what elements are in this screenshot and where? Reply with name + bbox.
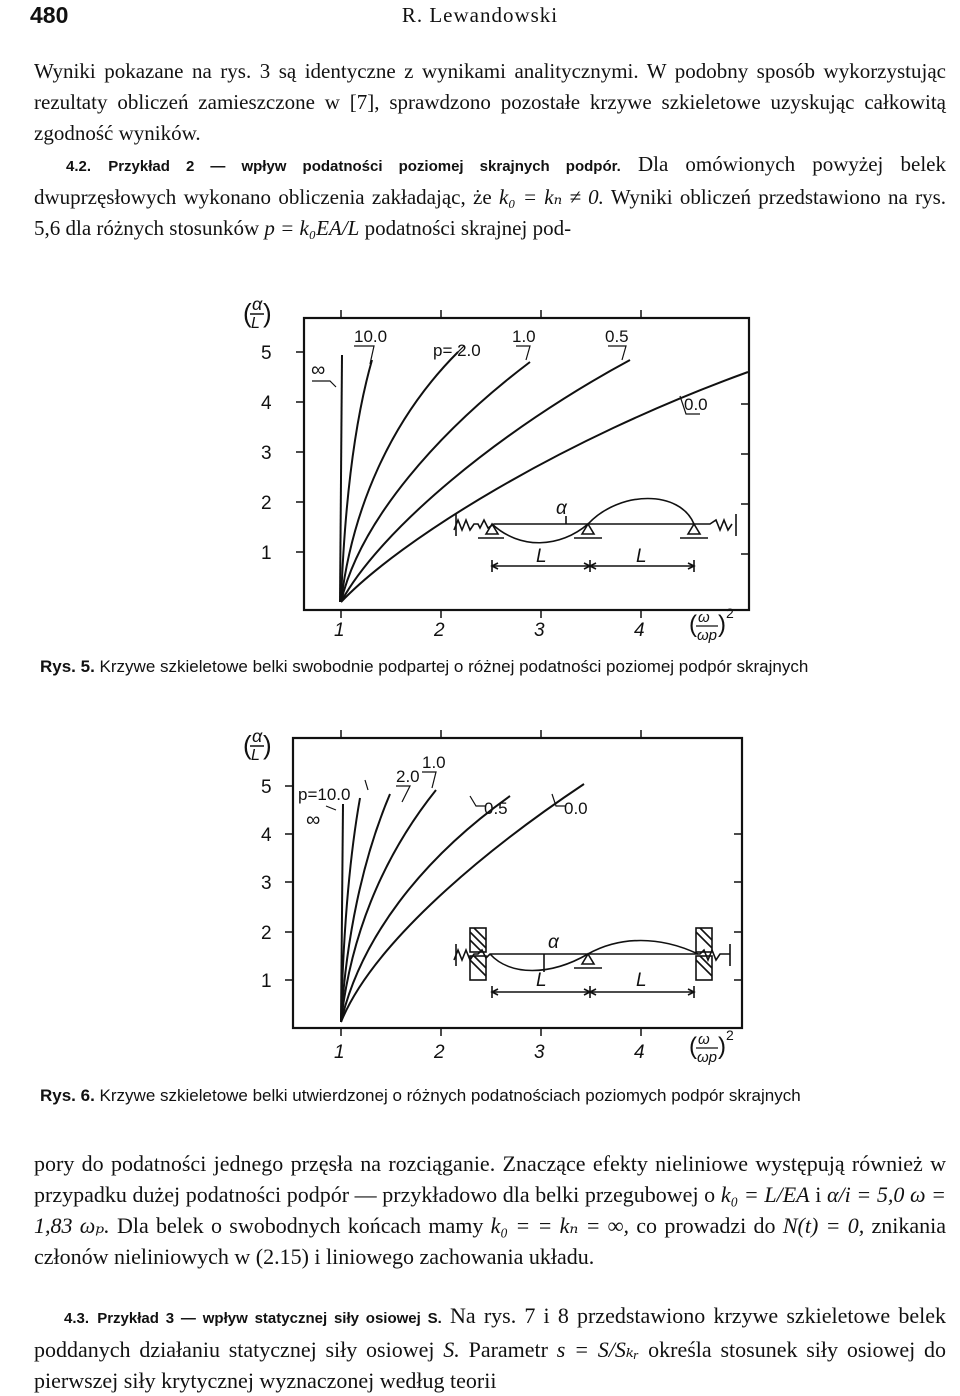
svg-text:): ) xyxy=(718,1033,726,1060)
section-4-2-paragraph xyxy=(34,149,946,244)
svg-text:(: ( xyxy=(243,298,252,328)
section-title: Przykład 2 — wpływ podatności poziomej skrajnych podpór. xyxy=(108,158,621,175)
curve-label: ∞ xyxy=(306,809,321,831)
p2-text-a: Na rys. 7 i 8 przedstawiono krzywe szkieletowe belek poddanych działaniu statycznej siły osiowej xyxy=(34,1303,946,1362)
curve-10 xyxy=(341,360,372,602)
beam-L1-label: L xyxy=(536,546,547,567)
beam-alpha-label: α xyxy=(548,932,559,953)
svg-text:): ) xyxy=(263,298,272,328)
y-label-den: L xyxy=(251,315,260,332)
p2-text-b: Parametr xyxy=(468,1337,548,1362)
top-paragraph: Wyniki pokazane na rys. 3 są identyczne z wynikami analitycznymi. W podobny sposób wykorzystując rezultaty obliczeń zamieszczone w [7], sprawdzono pozostałe krzywe szkieletowe uzyskując całkowitą zgodność wyników. xyxy=(34,59,946,145)
equation-p: p = k₀EA/L xyxy=(264,216,360,240)
p1-text-a: pory do podatności jednego przęsła na rozciąganie. Znaczące efekty nieliniowe występują również w przypadku dużej podatności podpór — przykładowo dla belki przegubowej o xyxy=(34,1151,946,1207)
section-number: 4.2. xyxy=(66,158,92,175)
x-label-exp: 2 xyxy=(726,605,734,621)
page-number: 480 xyxy=(30,2,69,28)
curve-label: 1.0 xyxy=(512,327,536,346)
curve-label: 10.0 xyxy=(354,327,388,346)
equation-k0-kn: k₀ = kₙ ≠ 0. xyxy=(498,185,604,209)
x-label-den: ωp xyxy=(697,1049,718,1066)
figure6-curve-labels xyxy=(298,753,588,831)
figure6-y-axis-label xyxy=(243,726,272,764)
p1-equation-3: k₀ = = kₙ = ∞, xyxy=(490,1213,629,1238)
caption-number: Rys. 6. xyxy=(40,1086,95,1105)
svg-text:(: ( xyxy=(689,1033,697,1060)
figure6-beam-diagram xyxy=(454,928,730,998)
figure5-beam-diagram xyxy=(454,499,736,573)
svg-text:(: ( xyxy=(689,611,697,638)
bottom-paragraph-1 xyxy=(34,1148,946,1272)
y-tick-label: 2 xyxy=(261,493,272,514)
x-label-num: ω xyxy=(698,609,710,626)
beam-alpha-label: α xyxy=(556,498,567,519)
p1-equation-4: N(t) = 0, xyxy=(782,1213,865,1238)
figure5-y-axis-label xyxy=(243,294,272,332)
p2-text-c: określa stosunek siły osiowej do pierwszej siły krytycznej wyznaczonej według teorii xyxy=(34,1337,947,1393)
figure6-caption xyxy=(40,1086,954,1106)
figure-6 xyxy=(0,710,960,1080)
figure6-x-axis-label xyxy=(689,1027,734,1066)
svg-text:): ) xyxy=(718,611,726,638)
y-tick-label: 4 xyxy=(261,393,272,414)
y-label-den: L xyxy=(251,747,260,764)
x-tick-label: 3 xyxy=(534,1042,545,1063)
figure5-ticks xyxy=(296,310,749,618)
p1-equation-1: k₀ = L/EA xyxy=(720,1182,810,1207)
figure6-curves xyxy=(341,784,584,1022)
x-tick-label: 4 xyxy=(634,620,645,641)
x-tick-label: 1 xyxy=(334,620,345,641)
y-label-num: α xyxy=(252,726,263,746)
p1-text-d: co prowadzi do xyxy=(636,1213,776,1238)
curve-label: 0.0 xyxy=(564,799,588,818)
curve-label: ∞ xyxy=(311,359,326,381)
figure5-y-tick-labels xyxy=(261,343,272,564)
svg-text:): ) xyxy=(263,730,272,760)
figure-5 xyxy=(0,280,960,650)
svg-text:(: ( xyxy=(243,730,252,760)
section-body-b: Wyniki obliczeń przedstawiono na rys. 5,6 dla różnych stosunków xyxy=(34,185,947,240)
curve-label: 0.5 xyxy=(605,327,629,346)
beam-L2-label: L xyxy=(636,546,647,567)
x-tick-label: 1 xyxy=(334,1042,345,1063)
figure6-y-tick-labels xyxy=(261,777,272,992)
curve-2 xyxy=(341,794,390,1022)
beam-L1-label: L xyxy=(536,970,547,991)
x-label-num: ω xyxy=(698,1031,710,1048)
section-body-a: Dla omówionych powyżej belek dwuprzęsłowych wykonano obliczenia zakładając, że xyxy=(34,152,946,209)
figure6-ticks xyxy=(285,730,742,1036)
p1-equation-2: α/i = 5,0 ω = 1,83 ωₚ. xyxy=(34,1182,947,1238)
p1-text-e: znikania członów nieliniowych w (2.15) i liniowego zachowania układu. xyxy=(34,1213,947,1269)
y-tick-label: 3 xyxy=(261,443,272,464)
section-body-c: podatności skrajnej pod- xyxy=(364,216,572,240)
y-tick-label: 5 xyxy=(261,343,272,364)
running-head: R. Lewandowski xyxy=(401,3,559,27)
x-tick-label: 3 xyxy=(534,620,545,641)
curve-2 xyxy=(341,352,458,602)
caption-text: Krzywe szkieletowe belki utwierdzonej o różnych podatnościach poziomych podpór skrajnych xyxy=(99,1086,801,1105)
curve-label: 0.5 xyxy=(484,799,508,818)
y-tick-label: 1 xyxy=(261,971,272,992)
x-tick-label: 2 xyxy=(434,1042,445,1063)
curve-label: 0.0 xyxy=(684,395,708,414)
curve-label: p=10.0 xyxy=(298,785,351,804)
x-tick-label: 2 xyxy=(434,620,445,641)
caption-number: Rys. 5. xyxy=(40,657,95,676)
curve-label: 2.0 xyxy=(396,767,420,786)
figure5-x-tick-labels xyxy=(334,620,645,641)
section-title: Przykład 3 — wpływ statycznej siły osiowej S. xyxy=(97,1310,442,1327)
curve-0 xyxy=(341,784,584,1022)
curve-label: 1.0 xyxy=(422,753,446,772)
figure6-x-tick-labels xyxy=(334,1042,645,1063)
x-label-den: ωp xyxy=(697,627,718,644)
p1-text-b: i xyxy=(815,1182,822,1207)
y-tick-label: 1 xyxy=(261,543,272,564)
x-label-exp: 2 xyxy=(726,1027,734,1043)
p1-text-c: Dla belek o swobodnych końcach mamy xyxy=(116,1213,484,1238)
y-tick-label: 4 xyxy=(261,825,272,846)
p2-equation-1: S. xyxy=(443,1337,460,1362)
caption-text: Krzywe szkieletowe belki swobodnie podpartej o różnej podatności poziomej podpór skrajnych xyxy=(99,657,809,676)
x-tick-label: 4 xyxy=(634,1042,645,1063)
figure5-curve-labels xyxy=(311,327,708,414)
figure5-caption xyxy=(40,657,954,677)
curve-label: p= 2.0 xyxy=(433,341,481,360)
y-tick-label: 3 xyxy=(261,873,272,894)
beam-L2-label: L xyxy=(636,970,647,991)
y-tick-label: 5 xyxy=(261,777,272,798)
p2-equation-2: s = S/Sₖᵣ xyxy=(556,1337,640,1362)
section-number: 4.3. xyxy=(64,1310,90,1327)
section-4-3-paragraph xyxy=(34,1300,946,1396)
y-label-num: α xyxy=(252,294,263,314)
y-tick-label: 2 xyxy=(261,923,272,944)
figure6-label-leaders xyxy=(326,772,566,810)
